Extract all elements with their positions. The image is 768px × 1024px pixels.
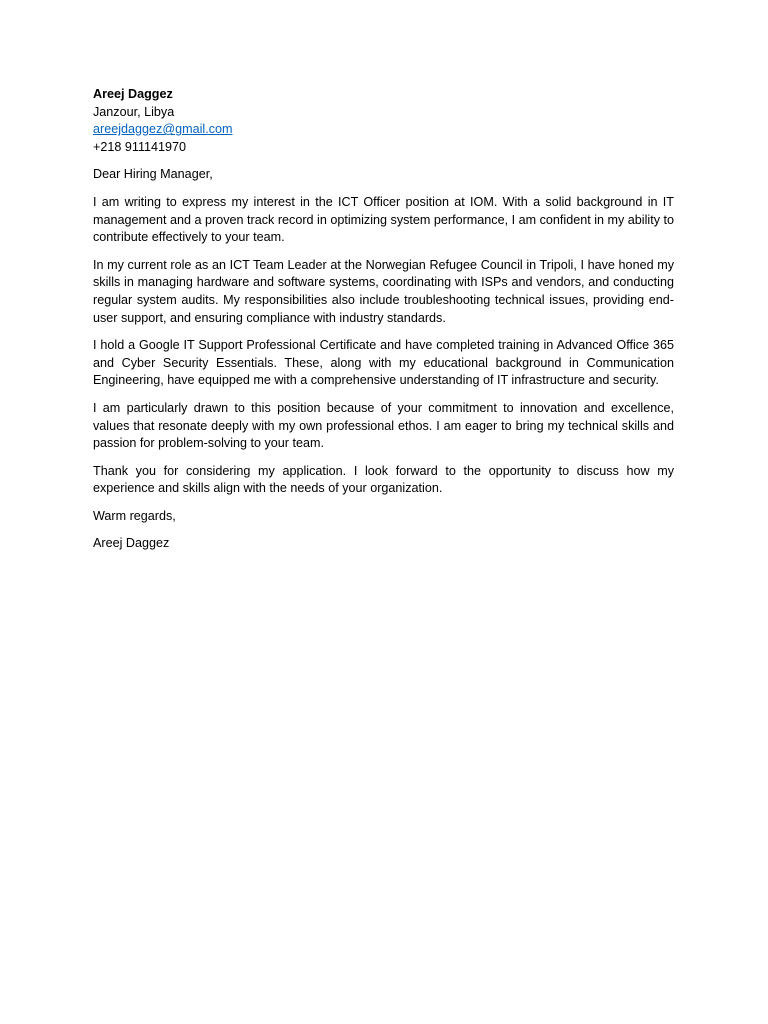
sender-phone: +218 911141970 bbox=[93, 139, 187, 154]
signature: Areej Daggez bbox=[93, 536, 170, 551]
salutation: Dear Hiring Manager, bbox=[93, 167, 213, 182]
letter-body bbox=[93, 86, 674, 563]
sender-location: Janzour, Libya bbox=[93, 104, 175, 119]
paragraph-certifications: I hold a Google IT Support Professional Certificate and have completed training in Advanced Office 365 and Cyber Security Essentials. These, along with my educational background in Communication Engineering, have equipped me with a comprehensive understanding of IT infrastructure and security. bbox=[93, 338, 674, 388]
sender-name: Areej Daggez bbox=[93, 87, 173, 101]
paragraph-current-role: In my current role as an ICT Team Leader at the Norwegian Refugee Council in Tripoli, I have honed my skills in managing hardware and software systems, coordinating with ISPs and vendors, and conducting regular system audits. My responsibilities also include troubleshooting technical issues, providing end-user support, and ensuring compliance with industry standards. bbox=[93, 257, 674, 325]
paragraph-motivation: I am particularly drawn to this position because of your commitment to innovation and excellence, values that resonate deeply with my own professional ethos. I am eager to bring my technical skills and passion for problem-solving to your team. bbox=[93, 400, 674, 451]
sender-info bbox=[93, 86, 674, 156]
paragraph-thanks: Thank you for considering my application. I look forward to the opportunity to discuss how my experience and skills align with the needs of your organization. bbox=[93, 463, 674, 496]
paragraph-intro: I am writing to express my interest in the ICT Officer position at IOM. With a solid background in IT management and a proven track record in optimizing system performance, I am confident in my ability to contribute effectively to your team. bbox=[93, 194, 674, 245]
closing: Warm regards, bbox=[93, 508, 176, 523]
sender-email-link[interactable]: areejdaggez@gmail.com bbox=[93, 122, 233, 137]
